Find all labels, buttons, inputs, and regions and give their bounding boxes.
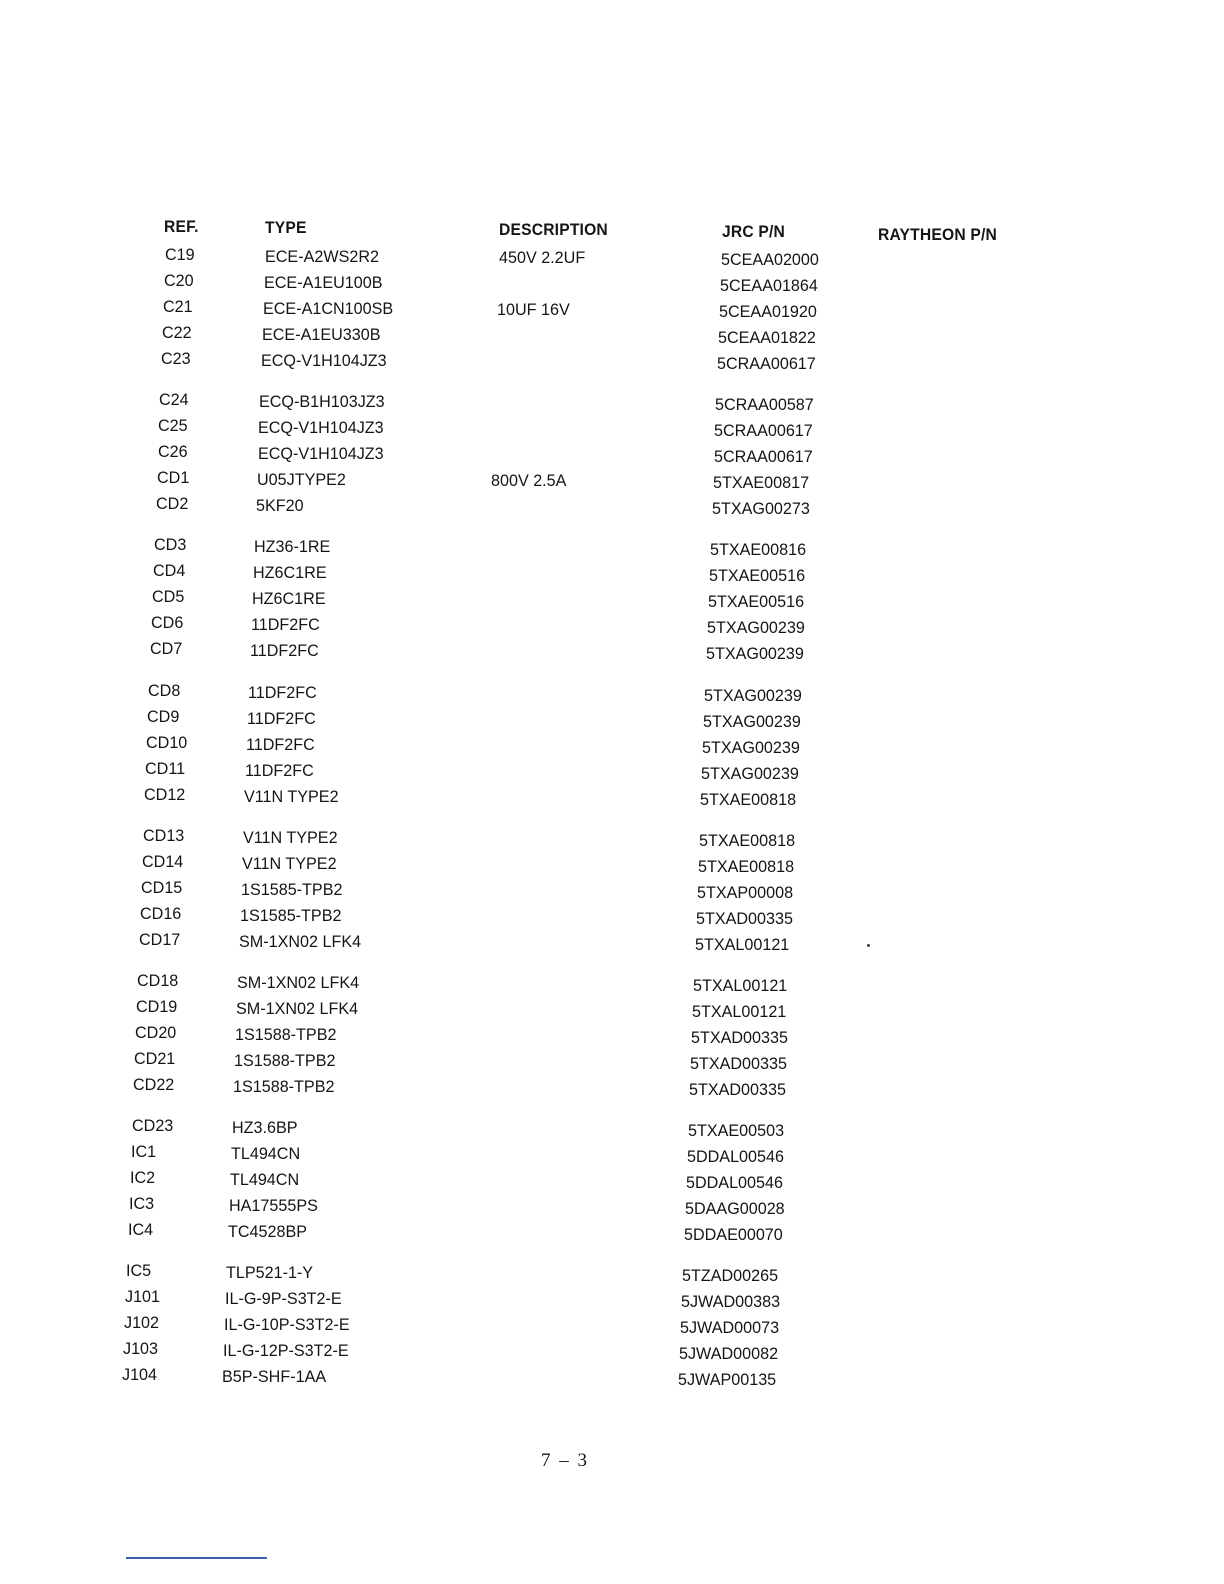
table-row (0, 757, 1224, 781)
table-row (0, 1073, 1224, 1097)
table-row (0, 1259, 1224, 1286)
cell-type: V11N TYPE2 (244, 786, 339, 806)
table-row (0, 1192, 1224, 1219)
cell-jrc-pn: 5JWAP00135 (678, 1370, 777, 1390)
cell-type: TL494CN (230, 1170, 300, 1190)
table-row (0, 611, 1224, 638)
table-row (0, 492, 1224, 519)
cell-ref: J102 (124, 1313, 160, 1333)
cell-type: 11DF2FC (248, 682, 317, 702)
cell-type: HZ6C1RE (253, 563, 327, 583)
table-row (0, 585, 1224, 612)
table-row (0, 824, 1224, 848)
cell-ref: CD3 (154, 535, 187, 555)
table-row (0, 440, 1224, 467)
cell-type: 11DF2FC (246, 734, 315, 754)
cell-type: ECQ-V1H104JZ3 (258, 444, 384, 464)
header-type: TYPE (265, 218, 307, 237)
cell-jrc-pn: 5DDAE00070 (684, 1225, 783, 1245)
cell-ref: CD10 (146, 732, 188, 752)
table-row (0, 1047, 1224, 1071)
cell-type: IL-G-12P-S3T2-E (223, 1341, 349, 1361)
cell-ref: C23 (161, 349, 191, 368)
cell-ref: IC4 (128, 1220, 154, 1240)
cell-ref: CD6 (151, 613, 184, 633)
cell-ref: C22 (162, 323, 192, 342)
cell-jrc-pn: 5CEAA01920 (719, 302, 817, 321)
cell-jrc-pn: 5JWAD00073 (680, 1318, 780, 1338)
page-number: 7 – 3 (541, 1450, 589, 1471)
cell-ref: CD2 (156, 494, 189, 514)
table-row (0, 679, 1224, 703)
table-row (0, 1114, 1224, 1141)
table-row (0, 533, 1224, 560)
cell-ref: C26 (158, 442, 188, 462)
cell-ref: CD1 (157, 468, 190, 488)
table-row (0, 466, 1224, 493)
cell-ref: J103 (123, 1339, 159, 1359)
cell-jrc-pn: 5TXAE00817 (713, 473, 810, 493)
cell-jrc-pn: 5TXAD00335 (689, 1080, 786, 1099)
table-row (0, 1311, 1224, 1338)
cell-type: 1S1588-TPB2 (234, 1051, 336, 1070)
cell-type: HA17555PS (229, 1196, 318, 1216)
table-row (0, 783, 1224, 807)
cell-jrc-pn: 5TXAE00818 (698, 856, 795, 876)
cell-type: ECE-A1CN100SB (263, 299, 394, 318)
cell-jrc-pn: 5CRAA00617 (714, 447, 813, 467)
cell-jrc-pn: 5CRAA00617 (717, 354, 816, 373)
cell-type: TC4528BP (228, 1222, 308, 1242)
table-row (0, 321, 1224, 345)
cell-type: TL494CN (231, 1144, 301, 1164)
cell-type: U05JTYPE2 (257, 470, 346, 490)
cell-jrc-pn: 5TXAG00239 (706, 644, 804, 664)
cell-type: 11DF2FC (247, 708, 316, 728)
cell-type: B5P-SHF-1AA (222, 1367, 327, 1387)
cell-ref: CD9 (147, 706, 180, 726)
cell-ref: C19 (165, 245, 195, 264)
cell-jrc-pn: 5TXAL00121 (692, 1002, 787, 1021)
cell-ref: C25 (158, 416, 188, 436)
cell-ref: CD5 (152, 587, 185, 607)
cell-jrc-pn: 5TXAG00239 (707, 618, 805, 638)
table-row (0, 559, 1224, 586)
table-row (0, 347, 1224, 371)
cell-ref: CD14 (142, 851, 184, 871)
cell-ref: CD22 (133, 1075, 175, 1094)
cell-jrc-pn: 5DDAL00546 (687, 1147, 784, 1167)
cell-jrc-pn: 5CEAA01822 (718, 328, 816, 347)
cell-type: ECQ-B1H103JZ3 (259, 392, 385, 412)
cell-jrc-pn: 5TXAE00818 (699, 830, 796, 850)
cell-jrc-pn: 5TXAE00516 (708, 592, 805, 612)
cell-ref: C21 (163, 297, 193, 316)
cell-jrc-pn: 5JWAD00082 (679, 1344, 779, 1364)
cell-type: 11DF2FC (250, 641, 319, 661)
cell-type: V11N TYPE2 (242, 853, 337, 873)
table-row (0, 1363, 1224, 1390)
cell-jrc-pn: 5TZAD00265 (682, 1266, 779, 1286)
cell-ref: IC3 (129, 1194, 155, 1214)
cell-ref: CD18 (137, 971, 179, 990)
cell-jrc-pn: 5TXAL00121 (695, 934, 790, 954)
cell-ref: CD20 (135, 1023, 177, 1042)
cell-ref: IC1 (131, 1142, 157, 1162)
table-row (0, 243, 1224, 267)
cell-type: ECQ-V1H104JZ3 (261, 351, 387, 370)
cell-jrc-pn: 5TXAG00273 (712, 499, 810, 519)
table-row (0, 414, 1224, 441)
cell-ref: CD7 (150, 639, 183, 659)
cell-jrc-pn: 5CRAA00587 (715, 395, 814, 415)
cell-ref: IC2 (130, 1168, 156, 1188)
cell-type: HZ36-1RE (254, 537, 331, 557)
cell-type: HZ6C1RE (252, 589, 326, 609)
cell-jrc-pn: 5TXAG00239 (703, 711, 801, 731)
table-row (0, 902, 1224, 926)
cell-type: SM-1XN02 LFK4 (239, 931, 362, 951)
cell-jrc-pn: 5TXAD00335 (690, 1054, 787, 1073)
cell-jrc-pn: 5JWAD00383 (681, 1292, 781, 1312)
table-row (0, 269, 1224, 293)
table-row (0, 1285, 1224, 1312)
cell-jrc-pn: 5CEAA02000 (721, 250, 819, 269)
cell-type: 1S1588-TPB2 (235, 1025, 337, 1044)
table-row (0, 928, 1224, 952)
cell-ref: CD21 (134, 1049, 176, 1068)
cell-jrc-pn: 5CEAA01864 (720, 276, 818, 295)
cell-jrc-pn: 5TXAG00239 (701, 763, 799, 783)
table-row (0, 388, 1224, 415)
cell-type: SM-1XN02 LFK4 (237, 973, 360, 992)
cell-ref: CD13 (143, 825, 185, 845)
cell-type: IL-G-10P-S3T2-E (224, 1315, 350, 1335)
table-row (0, 705, 1224, 729)
cell-ref: CD19 (136, 997, 178, 1016)
table-row (0, 1166, 1224, 1193)
cell-jrc-pn: 5TXAD00335 (696, 908, 793, 928)
cell-jrc-pn: 5TXAG00239 (702, 737, 800, 757)
cell-ref: J104 (122, 1365, 158, 1385)
cell-ref: CD23 (132, 1116, 174, 1136)
cell-ref: CD12 (144, 784, 186, 804)
header-jrc-pn: JRC P/N (722, 222, 786, 241)
table-row (0, 876, 1224, 900)
cell-ref: C20 (164, 271, 194, 290)
cell-description: 450V 2.2UF (499, 248, 586, 267)
table-row (0, 1337, 1224, 1364)
cell-jrc-pn: 5DAAG00028 (685, 1199, 785, 1219)
table-row (0, 1218, 1224, 1245)
cell-ref: IC5 (126, 1261, 152, 1281)
cell-jrc-pn: 5TXAP00008 (697, 882, 794, 902)
cell-type: 5KF20 (256, 496, 304, 516)
cell-jrc-pn: 5TXAD00335 (691, 1028, 788, 1047)
cell-description: 800V 2.5A (491, 471, 567, 491)
scan-speck (867, 944, 870, 947)
table-row (0, 1021, 1224, 1045)
cell-jrc-pn: 5TXAG00239 (704, 685, 802, 705)
cell-type: ECQ-V1H104JZ3 (258, 418, 384, 438)
cell-ref: CD17 (139, 929, 181, 949)
cell-jrc-pn: 5DDAL00546 (686, 1173, 783, 1193)
cell-type: IL-G-9P-S3T2-E (225, 1289, 342, 1309)
cell-ref: CD4 (153, 561, 186, 581)
table-row (0, 1140, 1224, 1167)
cell-ref: CD11 (145, 758, 186, 778)
table-row (0, 637, 1224, 664)
table-row (0, 731, 1224, 755)
cell-type: 1S1588-TPB2 (233, 1077, 335, 1096)
header-raytheon-pn: RAYTHEON P/N (878, 225, 997, 244)
cell-ref: CD15 (141, 877, 183, 897)
cell-type: ECE-A2WS2R2 (265, 247, 379, 266)
cell-type: 1S1585-TPB2 (240, 905, 342, 925)
cell-jrc-pn: 5TXAE00503 (688, 1121, 785, 1141)
footer-rule (126, 1557, 267, 1559)
cell-jrc-pn: 5CRAA00617 (714, 421, 813, 441)
cell-type: V11N TYPE2 (243, 827, 338, 847)
cell-jrc-pn: 5TXAE00516 (709, 566, 806, 586)
cell-type: 11DF2FC (251, 615, 320, 635)
cell-ref: CD16 (140, 903, 182, 923)
cell-ref: CD8 (148, 680, 181, 700)
cell-type: HZ3.6BP (232, 1118, 298, 1138)
header-ref: REF. (164, 217, 199, 236)
cell-ref: J101 (125, 1287, 161, 1307)
cell-ref: C24 (159, 390, 189, 410)
header-description: DESCRIPTION (499, 220, 608, 239)
cell-type: 1S1585-TPB2 (241, 879, 343, 899)
cell-type: ECE-A1EU330B (262, 325, 381, 344)
table-row (0, 995, 1224, 1019)
cell-type: 11DF2FC (245, 760, 314, 780)
table-row (0, 969, 1224, 993)
cell-description: 10UF 16V (497, 300, 570, 319)
table-row (0, 850, 1224, 874)
cell-type: SM-1XN02 LFK4 (236, 999, 359, 1018)
cell-jrc-pn: 5TXAE00816 (710, 540, 807, 560)
cell-type: TLP521-1-Y (226, 1263, 314, 1283)
table-row (0, 295, 1224, 319)
cell-jrc-pn: 5TXAE00818 (700, 789, 797, 809)
cell-type: ECE-A1EU100B (264, 273, 383, 292)
cell-jrc-pn: 5TXAL00121 (693, 976, 788, 995)
